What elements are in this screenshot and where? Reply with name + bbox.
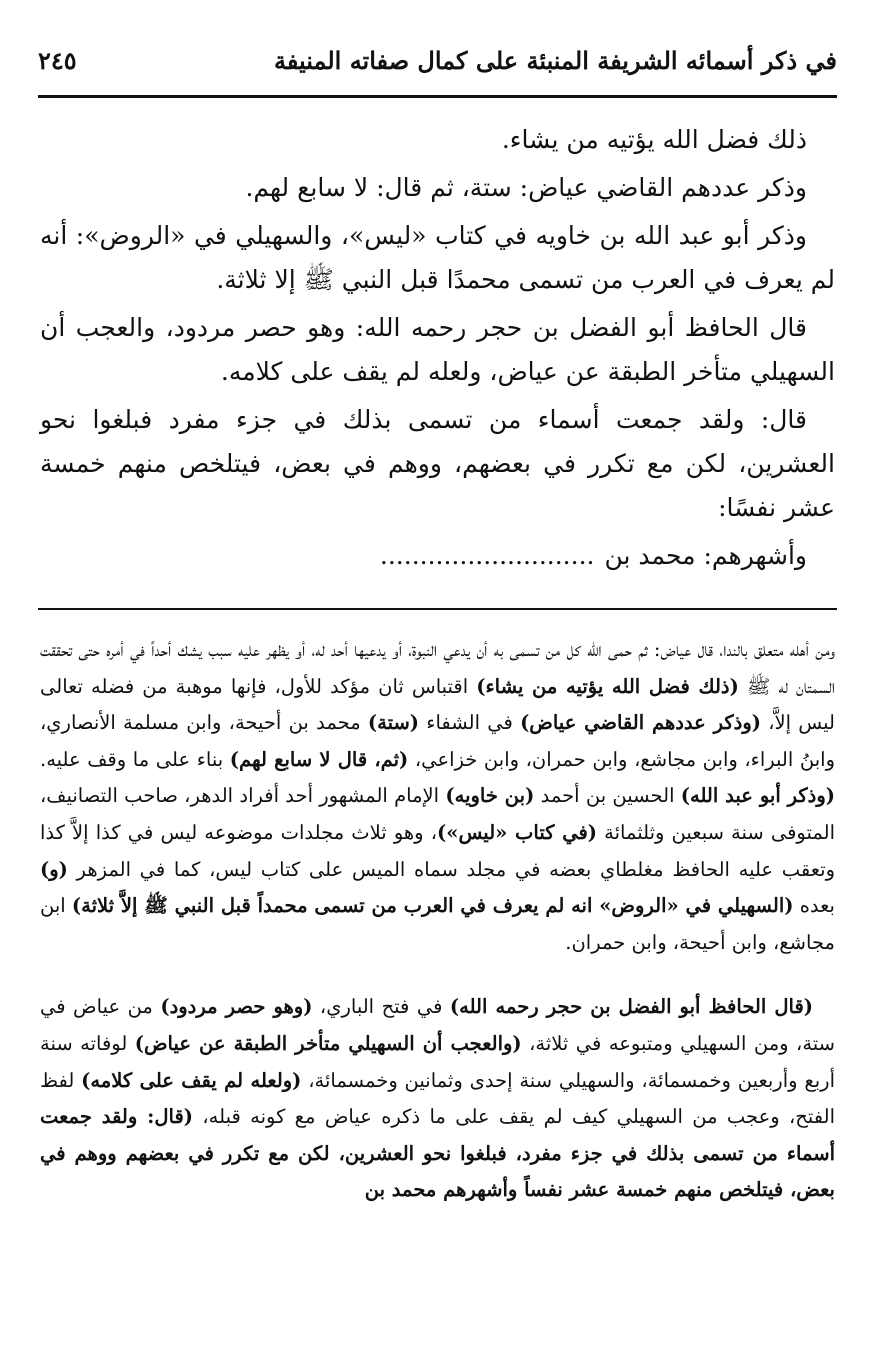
footnote-rule [38,608,837,610]
commentary-text: محمد بن أحيحة، وابن مسلمة الأنصاري، وابنُ البراء، وابن مجاشع، وابن حمران، وابن خزاعي، [40,711,835,771]
main-paragraph: قال الحافظ أبو الفضل بن حجر رحمه الله: وهو حصر مردود، والعجب أن السهيلي متأخر الطبقة عن عياض، ولعله لم يقف على كلامه. [40,313,835,386]
commentary-text: في الشفاء [419,711,521,735]
quoted-text: (في كتاب «ليس») [437,820,598,844]
quoted-text: (السهيلي في «الروض» انه لم يعرف في العرب من تسمى محمداً قبل النبي ﷺ إلاَّ ثلاثة) [71,894,794,918]
main-text [40,118,835,582]
running-title: في ذكر أسمائه الشريفة المنبئة على كمال صفاته المنيفة [273,45,837,75]
commentary-text: بناء على ما وقف عليه. [40,747,230,771]
main-paragraph [40,534,835,578]
commentary-text: اقتباس ثان مؤكد للأول، فإنها موهبة من فضله تعالى ليس إلاَّ، [40,674,835,735]
commentary-text: الحسين بن أحمد [534,784,681,808]
page-number: ٢٤٥ [38,45,77,75]
quoted-text: (والعجب أن السهيلي متأخر الطبقة عن عياض) [134,1031,522,1055]
ellipsis-dots: ........................... [379,541,595,570]
page-header [38,40,837,80]
commentary-text: في فتح الباري، [312,995,450,1019]
main-paragraph: وذكر أبو عبد الله بن خاويه في كتاب «ليس»، والسهيلي في «الروض»: أنه لم يعرف في العرب من تسمى محمدًا قبل النبي ﷺ إلا ثلاثة. [40,221,835,294]
quoted-text: (قال: ولقد جمعت أسماء من تسمى بذلك في جزء مفرد، فبلغوا نحو العشرين، لكن مع تكرر في بعضهم ووهم في بعض، فيتلخص منهم خمسة عشر نفساً وأشهرهم محمد بن [40,1105,835,1202]
commentary-text: الإمام المشهور أحد أفراد الدهر، صاحب التصانيف، المتوفى سنة سبعين وثلثمائة [40,784,836,844]
main-paragraph-text: وأشهرهم: محمد بن [604,541,807,570]
quoted-text: (بن خاويه) [445,784,535,808]
commentary-text: ومن أهله متعلق بالندا، قال عياض: ثم حمى الله كل من تسمى به أن يدعي النبوة، أو يدعيها أحد له، أو يظهر عليه سبب يشك أحداً في أمره حتى تحققت السمتان له ﷺ [40,638,835,698]
quoted-text: (ثم، قال لا سابع لهم) [229,747,409,771]
commentary-text: بعده [793,894,835,918]
main-paragraph: ذلك فضل الله يؤتيه من يشاء. [501,125,807,154]
commentary-text: ابن مجاشع، وابن أحيحة، وابن حمران. [40,894,835,954]
commentary-text: لفظ الفتح، وعجب من السهيلي كيف لم يقف على ما ذكره عياض مع كونه قبله، [40,1068,835,1129]
quoted-text: (و) [40,857,68,881]
commentary-paragraph [40,632,835,961]
quoted-text: (وذكر عددهم القاضي عياض) [520,711,761,735]
quoted-text: (وذكر أبو عبد الله) [680,784,835,808]
commentary-paragraph [40,989,835,1209]
header-rule [38,95,837,98]
commentary-text: من عياض في ستة، ومن السهيلي ومتبوعه في ثلاثة، [40,995,835,1055]
commentary [40,632,835,1209]
main-paragraph: وذكر عددهم القاضي عياض: ستة، ثم قال: لا سابع لهم. [245,173,807,202]
commentary-text: ، وهو ثلاث مجلدات موضوعه ليس في كذا إلاَّ كذا وتعقب عليه الحافظ مغلطاي بعضه في مجلد سماه الميس على كتاب ليس، كما في المزهر [40,820,835,881]
quoted-text: (ذلك فضل الله يؤتيه من يشاء) [476,674,739,698]
quoted-text: (وهو حصر مردود) [160,995,313,1019]
main-paragraph: قال: ولقد جمعت أسماء من تسمى بذلك في جزء مفرد فبلغوا نحو العشرين، لكن مع تكرر في بعضهم، ووهم في بعض، فيتلخص منهم خمسة عشر نفسًا: [40,405,835,522]
quoted-text: (قال الحافظ أبو الفضل بن حجر رحمه الله) [449,995,813,1019]
commentary-text: لوفاته سنة أربع وأربعين وخمسمائة، والسهيلي سنة إحدى وثمانين وخمسمائة، [40,1031,835,1092]
quoted-text: (ستة) [367,711,420,735]
quoted-text: (ولعله لم يقف على كلامه) [81,1068,302,1092]
